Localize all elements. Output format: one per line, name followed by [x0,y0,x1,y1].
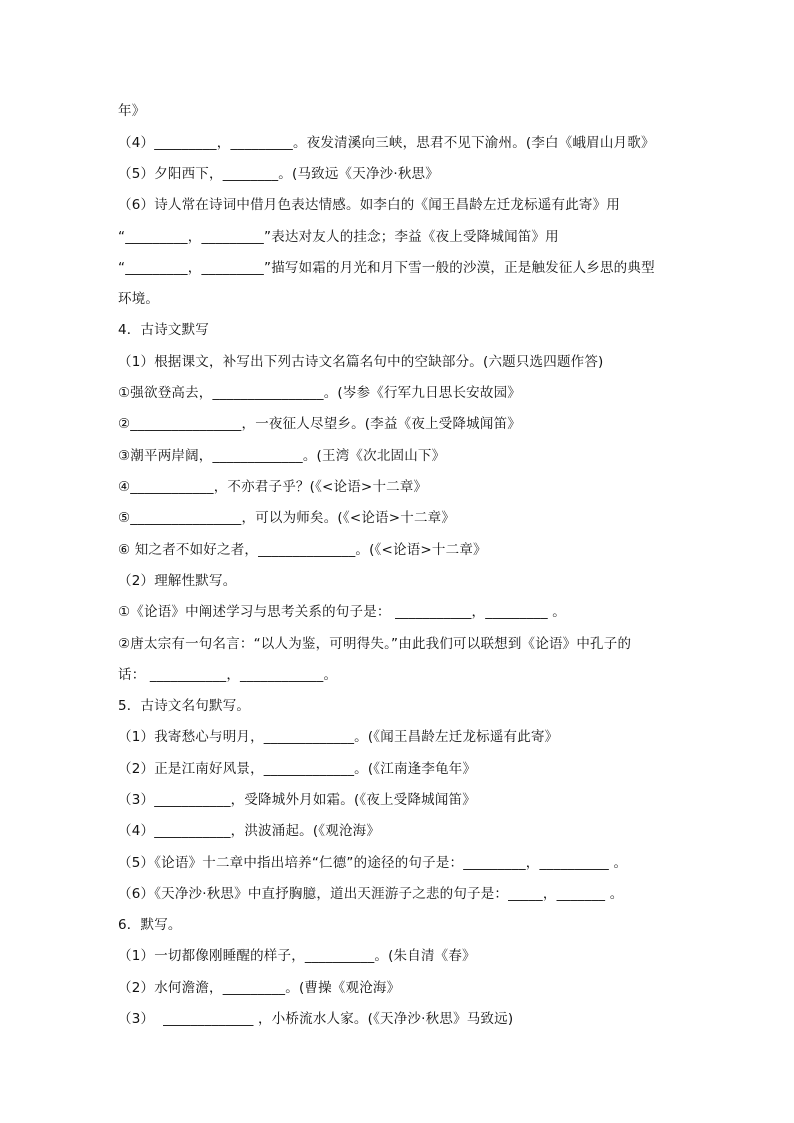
text-line: （1）我寄愁心与明月，_____________。(《闻王昌龄左迁龙标遥有此寄》 [118,729,559,745]
text-line: 话： ___________，____________。 [118,667,338,683]
text-line: （1）一切都像刚睡醒的样子，__________。(朱自清《春》 [118,948,476,964]
text-line: ①《论语》中阐述学习与思考关系的句子是： ___________，_________ 。 [118,604,566,620]
text-line: （6）《天净沙·秋思》中直抒胸臆，道出天涯游子之悲的句子是：_____，_______ 。 [118,886,624,902]
text-line: 年》 [118,103,146,119]
text-line: （2）水何澹澹，_________。(曹操《观沧海》 [118,980,401,996]
text-line: （3）___________，受降城外月如霜。(《夜上受降城闻笛》 [118,792,476,808]
text-line: 环境。 [118,291,160,307]
section-heading: 6．默写。 [118,917,182,933]
text-line: （4）_________，_________。夜发清溪向三峡，思君不见下渝州。(李白《峨眉山月歌》 [118,135,655,151]
text-line: （3） _____________ ，小桥流水人家。(《天净沙·秋思》马致远) [118,1011,514,1027]
text-line: （2）正是江南好风景，_____________。(《江南逢李龟年》 [118,761,477,777]
text-line: ⑤________________，可以为师矣。(《<论语>十二章》 [118,510,456,526]
text-line: “_________，_________”描写如霜的月光和月下雪一般的沙漠，正是触发征人乡思的典型 [118,260,655,276]
text-line: ④____________，不亦君子乎？(《<论语>十二章》 [118,479,428,495]
text-line: （2）理解性默写。 [118,573,237,589]
text-line: ①强欲登高去，________________。(岑参《行军九日思长安故园》 [118,385,521,401]
text-line: ②唐太宗有一句名言：“以人为鉴，可明得失。”由此我们可以联想到《论语》中孔子的 [118,636,632,652]
section-heading: 4．古诗文默写 [118,322,209,338]
text-line: ③潮平两岸阔，_____________。(王湾《次北固山下》 [118,448,446,464]
text-line: “_________，_________”表达对友人的挂念；李益《夜上受降城闻笛》用 [118,229,559,245]
text-line: （1）根据课文，补写出下列古诗文名篇名句中的空缺部分。(六题只选四题作答) [118,354,604,370]
text-line: （5）夕阳西下，________。(马致远《天净沙·秋思》 [118,166,439,182]
text-line: ⑥ 知之者不如好之者，______________。(《<论语>十二章》 [118,542,487,558]
section-heading: 5．古诗文名句默写。 [118,698,251,714]
text-line: （5）《论语》十二章中指出培养“仁德”的途径的句子是：_________，__________ 。 [118,855,628,871]
text-line: ②________________，一夜征人尽望乡。(李益《夜上受降城闻笛》 [118,416,521,432]
text-line: （4）___________，洪波涌起。(《观沧海》 [118,823,381,839]
text-line: （6）诗人常在诗词中借月色表达情感。如李白的《闻王昌龄左迁龙标遥有此寄》用 [118,197,620,213]
